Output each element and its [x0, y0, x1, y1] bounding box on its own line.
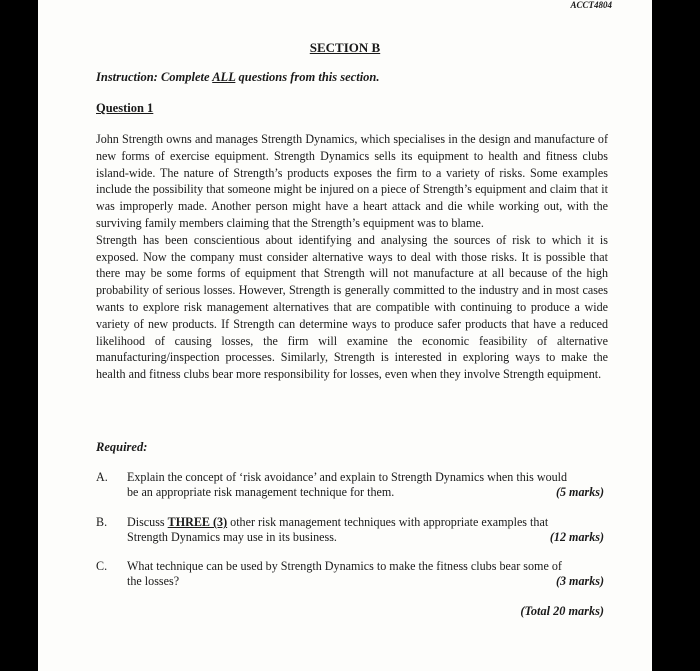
total-marks: (Total 20 marks) [520, 604, 604, 618]
item-line-1: Explain the concept of ‘risk avoidance’ and explain to Strength Dynamics when this would [127, 470, 568, 484]
item-marks: (12 marks) [549, 530, 604, 544]
item-line-1-after: other risk management techniques with appropriate examples that [227, 515, 549, 529]
item-line-2-text: the losses? [127, 574, 180, 588]
item-line-1-before: Discuss [127, 515, 168, 529]
question-body [96, 131, 608, 383]
section-title: SECTION B [309, 40, 381, 55]
item-line-1-bold: THREE (3) [167, 515, 228, 529]
item-line-2 [127, 530, 604, 545]
item-line-2 [127, 485, 604, 500]
item-letter: C. [96, 559, 108, 573]
item-line-2 [127, 574, 604, 589]
paragraph-1: John Strength owns and manages Strength Dynamics, which specialises in the design and manufacture of new forms of exercise equipment. Strength Dynamics sells its equipment to health and fitness clubs island-wide. The nature of Strength’s products exposes the firm to a variety of risks. Some examples include the possibility that someone might be injured on a piece of Strength’s equipment and claim that it was improperly made. Another person might have a heart attack and die while working out, with the surviving family members claiming that the Strength’s equipment was to blame. [96, 132, 608, 230]
instruction [96, 70, 380, 85]
item-text [127, 470, 604, 500]
instruction-all: ALL [212, 70, 236, 84]
course-code: ACCT4804 [570, 0, 612, 10]
item-marks: (3 marks) [555, 574, 604, 588]
item-letter: B. [96, 515, 108, 529]
item-line-1: What technique can be used by Strength Dynamics to make the fitness clubs bear some of [127, 559, 562, 573]
paragraph-2: Strength has been conscientious about identifying and analysing the sources of risk to which it is exposed. Now the company must consider alternative ways to deal with those risks. It is possible that there may be some forms of equipment that Strength will not manufacture at all because of the high probability of serious losses. However, Strength is generally committed to the industry and in most cases wants to explore risk management alternatives that are compatible with continuing to produce a wide variety of new products. If Strength can determine ways to produce safer products that have a reduced likelihood of causing losses, the firm will examine the economic feasibility of alternative manufacturing/inspection processes. Similarly, Strength is interested in exploring ways to make the health and fitness clubs bear more responsibility for losses, even when they involve Strength equipment. [96, 232, 608, 382]
item-line-1 [127, 515, 604, 530]
required-label: Required: [96, 440, 148, 454]
exam-page [38, 0, 652, 671]
item-line-2-text: be an appropriate risk management technique for them. [127, 485, 395, 499]
instruction-before: Instruction: Complete [96, 70, 213, 84]
item-letter: A. [96, 470, 108, 484]
item-text [127, 559, 604, 589]
question-title: Question 1 [96, 101, 154, 115]
item-marks: (5 marks) [555, 485, 604, 499]
instruction-after: questions from this section. [235, 70, 380, 84]
item-line-2-text: Strength Dynamics may use in its business. [127, 530, 337, 544]
item-text [127, 515, 604, 545]
